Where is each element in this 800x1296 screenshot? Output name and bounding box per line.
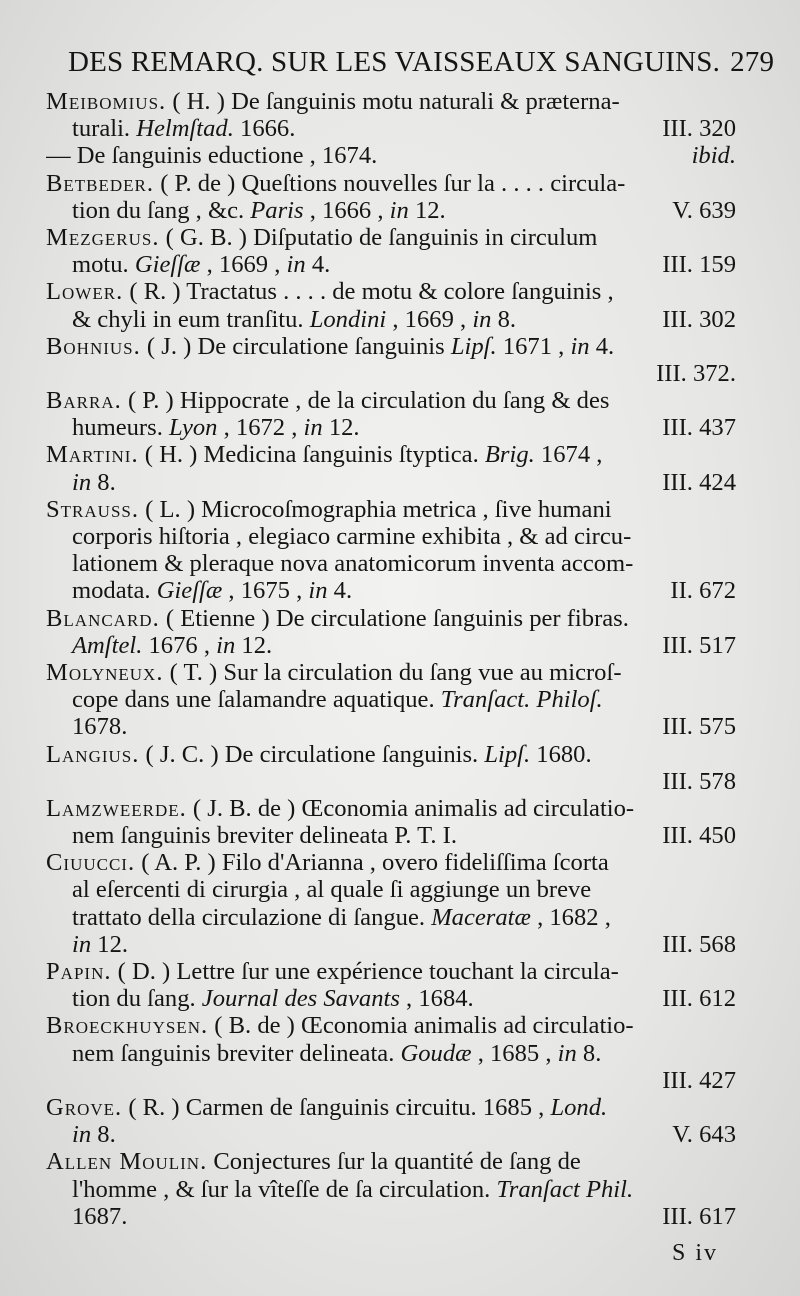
entry-segment: 4. (305, 251, 331, 279)
italic-segment: Goudæ (400, 1039, 472, 1067)
entry-line (46, 115, 736, 142)
author-name: Papin. (46, 958, 112, 985)
entry-line (46, 197, 736, 224)
entry-segment: lationem & pleraque nova anatomicorum inventa accom- (72, 550, 634, 578)
bibliography-entry (46, 1012, 736, 1094)
entry-segment: nem ſanguinis breviter delineata P. T. I. (72, 822, 457, 850)
author-name: Barra. (46, 387, 122, 415)
entry-line (46, 849, 736, 876)
entry-segment: ( G. B. ) Diſputatio de ſanguinis in circulum (159, 223, 598, 251)
entry-line (46, 142, 736, 169)
italic-segment: Brig. (484, 441, 535, 469)
entry-line (46, 88, 736, 115)
entry-text (72, 1040, 601, 1067)
entry-segment: 8. (91, 1121, 116, 1149)
entry-segment: ( J. ) De circulatione ſanguinis (140, 332, 451, 360)
author-name: Molyneux. (46, 658, 164, 686)
entry-segment: 4. (327, 577, 353, 605)
entry-segment: humeurs. (72, 414, 169, 442)
entry-text (46, 1094, 607, 1121)
entry-text (72, 985, 474, 1012)
author-name: Martini. (46, 441, 139, 469)
entry-segment: 8. (491, 305, 517, 333)
entry-segment: , 1672 , (217, 414, 304, 442)
entry-text (46, 849, 609, 876)
entry-line (46, 768, 736, 795)
author-name: Lower. (46, 278, 124, 306)
entry-line (46, 795, 736, 822)
volume-reference: III. 427 (662, 1066, 736, 1094)
entry-segment: ( L. ) Microcoſmographia metrica , ſive humani (139, 495, 612, 523)
volume-reference: III. 578 (662, 767, 736, 795)
entry-line (46, 306, 736, 333)
italic-segment: Paris (250, 196, 304, 224)
entry-line (46, 741, 736, 768)
italic-segment: Lipſ. (484, 740, 531, 768)
entry-line (46, 822, 736, 849)
entry-line (46, 958, 736, 985)
entry-segment: , 1669 , (200, 251, 287, 279)
entry-line (46, 904, 736, 931)
entry-text (46, 88, 620, 115)
entry-line (46, 1176, 736, 1203)
entry-text (72, 577, 352, 604)
bibliography-entry (46, 741, 736, 795)
entry-segment: tion du ſang , &c. (72, 196, 251, 224)
entry-line (46, 224, 736, 251)
entry-segment: ( J. B. de ) Œconomia animalis ad circulatio- (186, 794, 635, 822)
volume-reference: III. 612 (662, 985, 736, 1013)
bibliography-entry (46, 849, 736, 958)
italic-segment: Maceratæ (431, 903, 531, 931)
bibliography-list (46, 88, 736, 1230)
entry-text (72, 713, 127, 740)
running-header (68, 42, 775, 82)
volume-reference: III. 159 (662, 251, 736, 279)
bibliography-entry (46, 496, 736, 605)
entry-segment: 8. (91, 468, 116, 496)
italic-segment: Lipſ. (450, 332, 497, 360)
entry-text (72, 632, 272, 659)
italic-segment: Journal des Savants (201, 985, 400, 1013)
entry-line (46, 387, 736, 414)
entry-segment: 1676 , (142, 631, 217, 659)
entry-text (72, 550, 633, 577)
entry-line (46, 686, 736, 713)
entry-segment: , 1675 , (222, 577, 309, 605)
volume-reference: III. 302 (662, 305, 736, 333)
entry-text (46, 224, 597, 251)
entry-line (46, 713, 736, 740)
italic-segment: in (216, 631, 236, 659)
entry-segment: l'homme , & ſur la vîteſſe de ſa circulation. (72, 1175, 497, 1203)
entry-text (46, 387, 609, 414)
entry-text (46, 1148, 581, 1175)
italic-segment: in (303, 414, 323, 442)
bibliography-entry (46, 1148, 736, 1230)
author-name: Meibomius. (46, 88, 167, 115)
entry-text (72, 414, 360, 441)
entry-line (46, 1040, 736, 1067)
italic-segment: in (570, 332, 590, 360)
entry-line (46, 469, 736, 496)
italic-segment: Gieſſæ (134, 251, 201, 279)
entry-line (46, 1012, 736, 1039)
entry-segment: ( D. ) Lettre ſur une expérience touchant la circula- (111, 958, 619, 985)
entry-segment: 8. (576, 1039, 602, 1067)
entry-line (46, 1121, 736, 1148)
entry-line (46, 931, 736, 958)
bibliography-entry (46, 1094, 736, 1148)
entry-line (46, 632, 736, 659)
entry-text (46, 170, 625, 197)
italic-segment: Lyon (169, 414, 218, 442)
entry-text (72, 469, 116, 496)
entry-line (46, 985, 736, 1012)
volume-reference: ibid. (691, 142, 736, 170)
italic-segment: in (72, 930, 92, 958)
entry-segment: , 1684. (399, 985, 474, 1013)
bibliography-entry (46, 88, 736, 142)
entry-segment: 1687. (72, 1202, 128, 1230)
entry-text (72, 115, 295, 142)
entry-text (46, 659, 622, 686)
entry-segment: & chyli in eum tranſitu. (72, 305, 310, 333)
entry-segment: 1674 , (534, 441, 603, 469)
volume-reference: III. 437 (662, 414, 736, 442)
entry-segment: — De ſanguinis eductione , 1674. (46, 142, 378, 170)
entry-text (72, 822, 457, 849)
entry-segment: modata. (72, 577, 157, 605)
italic-segment: in (72, 468, 92, 496)
entry-segment: , 1666 , (303, 196, 390, 224)
entry-line (46, 333, 736, 360)
volume-reference: III. 568 (662, 930, 736, 958)
entry-text (46, 1012, 634, 1039)
author-name: Bohnius. (46, 332, 141, 360)
entry-text (46, 333, 614, 360)
entry-segment: nem ſanguinis breviter delineata. (72, 1039, 401, 1067)
entry-segment: 1678. (72, 713, 128, 741)
entry-segment: corporis hiſtoria , elegiaco carmine exhibita , & ad circu- (72, 523, 632, 550)
entry-line (46, 876, 736, 903)
entry-text (46, 441, 602, 468)
entry-text (46, 142, 377, 169)
italic-segment: in (308, 577, 328, 605)
italic-segment: Londini (309, 305, 387, 333)
entry-line (46, 278, 736, 305)
italic-segment: Amſtel. (72, 631, 143, 659)
entry-line (46, 1094, 736, 1121)
author-name: Broeckhuysen. (46, 1012, 209, 1040)
author-name: Grove. (46, 1093, 123, 1121)
bibliography-entry (46, 795, 736, 849)
italic-segment: Lond. (550, 1093, 608, 1121)
entry-segment: ( B. de ) Œconomia animalis ad circulatio- (208, 1012, 634, 1040)
entry-text (72, 306, 516, 333)
bibliography-entry (46, 278, 736, 332)
signature-mark: S iv (671, 1240, 718, 1266)
entry-segment: ( J. C. ) De circulatione ſanguinis. (139, 740, 485, 768)
entry-text (46, 741, 592, 768)
entry-line (46, 1203, 736, 1230)
running-title: DES REMARQ. SUR LES VAISSEAUX SANGUINS. (68, 46, 721, 78)
bibliography-entry (46, 958, 736, 1012)
bibliography-entry (46, 142, 736, 169)
volume-reference: V. 639 (672, 196, 736, 224)
entry-text (46, 605, 629, 632)
bibliography-entry (46, 224, 736, 278)
entry-line (46, 360, 736, 387)
entry-line (46, 496, 736, 523)
entry-line (46, 577, 736, 604)
volume-reference: III. 372. (656, 359, 736, 387)
entry-segment: 1671 , (496, 332, 571, 360)
bibliography-entry (46, 605, 736, 659)
entry-text (46, 496, 612, 523)
entry-text (72, 197, 446, 224)
entry-text (72, 251, 330, 278)
entry-segment: 1666. (233, 115, 296, 143)
author-name: Ciuucci. (46, 849, 136, 877)
entry-segment: tion du ſang. (72, 985, 202, 1013)
entry-line (46, 1067, 736, 1094)
entry-segment: 12. (91, 930, 129, 958)
bibliography-entry (46, 333, 736, 387)
entry-text (72, 523, 631, 550)
entry-segment: 12. (235, 631, 273, 659)
entry-segment: , 1682 , (530, 903, 611, 931)
author-name: Lamzweerde. (46, 794, 187, 822)
volume-reference: III. 450 (662, 822, 736, 850)
entry-segment: Conjectures ſur la quantité de ſang de (207, 1148, 581, 1176)
entry-segment: 12. (408, 196, 446, 224)
author-name: Langius. (46, 740, 140, 768)
page-number: 279 (730, 46, 775, 78)
italic-segment: Gieſſæ (156, 577, 223, 605)
italic-segment: in (286, 251, 306, 279)
entry-text (46, 278, 614, 305)
bibliography-entry (46, 170, 736, 224)
entry-segment: ( H. ) De ſanguinis motu naturali & præterna- (166, 88, 620, 115)
volume-reference: III. 424 (662, 468, 736, 496)
entry-segment: , 1669 , (386, 305, 473, 333)
entry-segment: al eſercenti di cirurgia , al quale ſi aggiunge un breve (72, 876, 592, 904)
entry-segment: ( A. P. ) Filo d'Arianna , overo fideliſſima ſcorta (135, 849, 609, 877)
volume-reference: V. 643 (672, 1121, 736, 1149)
author-name: Mezgerus. (46, 223, 160, 251)
entry-line (46, 550, 736, 577)
entry-text (72, 931, 128, 958)
entry-segment: 1680. (530, 740, 592, 768)
entry-line (46, 414, 736, 441)
entry-segment: ( H. ) Medicina ſanguinis ſtyptica. (138, 441, 485, 469)
entry-line (46, 523, 736, 550)
author-name: Blancard. (46, 604, 160, 632)
entry-segment: cope dans une ſalamandre aquatique. (72, 686, 441, 714)
volume-reference: III. 617 (662, 1202, 736, 1230)
bibliography-entry (46, 441, 736, 495)
volume-reference: II. 672 (670, 577, 736, 605)
entry-line (46, 170, 736, 197)
italic-segment: Tranſact. Philoſ. (440, 686, 603, 714)
entry-line (46, 1148, 736, 1175)
entry-text (72, 876, 591, 903)
entry-line (46, 659, 736, 686)
volume-reference: III. 575 (662, 713, 736, 741)
entry-line (46, 605, 736, 632)
entry-segment: ( Etienne ) De circulatione ſanguinis per fibras. (159, 604, 629, 632)
italic-segment: in (72, 1121, 92, 1149)
entry-line (46, 251, 736, 278)
entry-segment: ( T. ) Sur la circulation du ſang vue au microſ- (163, 658, 622, 686)
entry-segment: trattato della circulazione di ſangue. (72, 903, 432, 931)
italic-segment: Helmſtad. (136, 115, 234, 143)
entry-text (72, 1176, 633, 1203)
entry-text (46, 958, 619, 985)
italic-segment: in (472, 305, 492, 333)
entry-text (72, 1121, 116, 1148)
entry-text (72, 904, 611, 931)
bibliography-entry (46, 387, 736, 441)
entry-text (46, 795, 634, 822)
entry-segment: motu. (72, 251, 135, 279)
entry-text (72, 686, 603, 713)
italic-segment: Tranſact Phil. (496, 1175, 634, 1203)
author-name: Strauss. (46, 495, 140, 523)
entry-segment: ( R. ) Tractatus . . . . de motu & colore ſanguinis , (123, 278, 614, 306)
entry-segment: , 1685 , (471, 1039, 558, 1067)
entry-line (46, 441, 736, 468)
italic-segment: in (557, 1039, 577, 1067)
entry-segment: ( P. ) Hippocrate , de la circulation du ſang & des (121, 387, 610, 415)
italic-segment: in (389, 196, 409, 224)
entry-segment: ( R. ) Carmen de ſanguinis circuitu. 1685 , (122, 1093, 551, 1121)
author-name: Betbeder. (46, 169, 155, 197)
volume-reference: III. 320 (662, 115, 736, 143)
bibliography-entry (46, 659, 736, 741)
volume-reference: III. 517 (662, 631, 736, 659)
entry-segment: ( P. de ) Queſtions nouvelles ſur la . . . . circula- (154, 169, 626, 197)
entry-segment: 12. (322, 414, 360, 442)
entry-segment: turali. (72, 115, 137, 143)
author-name: Allen Moulin. (46, 1148, 208, 1176)
entry-text (72, 1203, 127, 1230)
entry-segment: 4. (589, 332, 615, 360)
